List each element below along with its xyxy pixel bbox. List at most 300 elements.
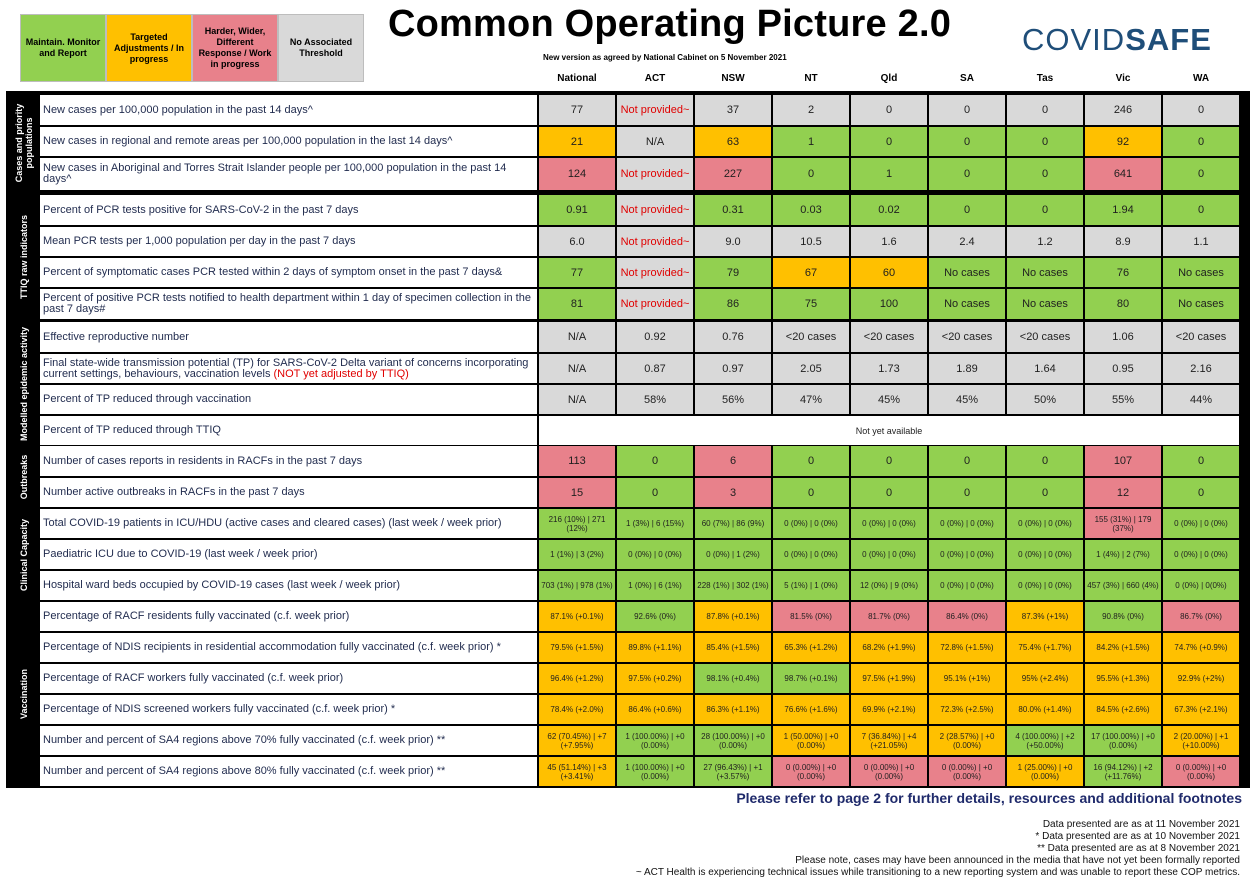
table-row [39,288,1248,320]
table-cell-nt: 75 [772,288,850,320]
table-cell-nsw: 98.1% (+0.4%) [694,663,772,694]
table-cell-qld: 1.73 [850,353,928,384]
table-cell-nt: 5 (1%) | 1 (0%) [772,570,850,601]
table-cell-tas: 87.3% (+1%) [1006,601,1084,632]
table-cell-sa: 0 (0%) | 0 (0%) [928,570,1006,601]
table-cell-sa: <20 cases [928,321,1006,353]
table-cell-qld: 45% [850,384,928,415]
table-cell-act: Not provided~ [616,288,694,320]
table-cell-sa: 0 (0%) | 0 (0%) [928,508,1006,539]
section-label-text: Outbreaks [18,454,29,499]
table-cell-tas: 95% (+2.4%) [1006,663,1084,694]
table-cell-qld: 69.9% (+2.1%) [850,694,928,725]
table-cell-vic: 1.94 [1084,194,1162,226]
row-label-text: Hospital ward beds occupied by COVID-19 cases (last week / week prior) [43,579,401,591]
table-cell-sa: 0 (0.00%) | +0 (0.00%) [928,756,1006,787]
table-cell-nsw: 27 (96.43%) | +1 (+3.57%) [694,756,772,787]
table-cell-span: Not yet available [538,415,1240,446]
table-cell-tas: 1.2 [1006,226,1084,257]
table-cell-sa: 95.1% (+1%) [928,663,1006,694]
footnote: ** Data presented are as at 8 November 2021 [1037,843,1240,854]
table-cell-qld: 81.7% (0%) [850,601,928,632]
table-cell-vic: 155 (31%) | 179 (37%) [1084,508,1162,539]
table-cell-wa: 44% [1162,384,1240,415]
table-cell-tas: 0 (0%) | 0 (0%) [1006,570,1084,601]
table-cell-vic: 55% [1084,384,1162,415]
table-cell-tas: 0 [1006,477,1084,508]
table-cell-nsw: 227 [694,157,772,191]
table-cell-sa: 0 [928,194,1006,226]
table-cell-act: Not provided~ [616,157,694,191]
row-label-text: Percent of TP reduced through TTIQ [43,424,221,436]
table-cell-nt: 81.5% (0%) [772,601,850,632]
table-cell-national: N/A [538,384,616,415]
table-cell-wa: 0 [1162,194,1240,226]
table-cell-qld: 0 (0.00%) | +0 (0.00%) [850,756,928,787]
table-cell-sa: 0 [928,126,1006,157]
table-cell-national: N/A [538,353,616,384]
row-label-wrap [43,358,537,380]
section-3 [6,445,1250,508]
footnote: Data presented are as at 11 November 2021 [1042,819,1240,830]
table-cell-national: 45 (51.14%) | +3 (+3.41%) [538,756,616,787]
row-label-text: New cases in regional and remote areas per 100,000 population in the last 14 days^ [43,135,453,147]
table-cell-national: 96.4% (+1.2%) [538,663,616,694]
table-cell-wa: 0 (0%) | 0 (0%) [1162,508,1240,539]
table-cell-nt: 0 [772,445,850,477]
row-label-text: Paediatric ICU due to COVID-19 (last week / week prior) [43,548,318,560]
section-label [9,321,38,446]
section-4 [6,508,1250,601]
column-header: National [557,73,597,84]
table-row [39,194,1248,226]
table-cell-qld: 0 (0%) | 0 (0%) [850,508,928,539]
column-header: Tas [1036,73,1054,84]
table-cell-act: 92.6% (0%) [616,601,694,632]
table-cell-tas: 80.0% (+1.4%) [1006,694,1084,725]
row-label [39,94,538,126]
table-cell-nsw: 6 [694,445,772,477]
table-cell-qld: 7 (36.84%) | +4 (+21.05%) [850,725,928,756]
table-cell-sa: 2.4 [928,226,1006,257]
table-cell-wa: 2 (20.00%) | +1 (+10.00%) [1162,725,1240,756]
table-cell-tas: 0 [1006,445,1084,477]
table-cell-act: 86.4% (+0.6%) [616,694,694,725]
row-label [39,663,538,694]
table-cell-sa: 1.89 [928,353,1006,384]
row-label [39,570,538,601]
footnote: Please note, cases may have been announced in the media that have not yet been formally reported [795,855,1240,866]
section-label [9,194,38,320]
table-cell-vic: 12 [1084,477,1162,508]
row-label [39,126,538,157]
table-cell-vic: 641 [1084,157,1162,191]
table-cell-tas: 0 [1006,157,1084,191]
table-cell-nsw: 0.31 [694,194,772,226]
table-cell-national: 1 (1%) | 3 (2%) [538,539,616,570]
table-cell-sa: 45% [928,384,1006,415]
table-cell-wa: 86.7% (0%) [1162,601,1240,632]
table-row [39,756,1248,787]
column-header: ACT [644,73,666,84]
table-row [39,601,1248,632]
table-cell-vic: 1.06 [1084,321,1162,353]
row-label [39,756,538,787]
table-cell-qld: 60 [850,257,928,288]
table-cell-act: 97.5% (+0.2%) [616,663,694,694]
table-row [39,384,1248,415]
table-cell-nt: 65.3% (+1.2%) [772,632,850,663]
table-row [39,257,1248,288]
table-cell-wa: 0 [1162,126,1240,157]
row-label-text: Percentage of RACF residents fully vaccinated (c.f. week prior) [43,610,350,622]
table-cell-tas: <20 cases [1006,321,1084,353]
column-header: WA [1192,73,1210,84]
table-cell-qld: 0 (0%) | 0 (0%) [850,539,928,570]
table-cell-qld: 0 [850,477,928,508]
page-subtitle: New version as agreed by National Cabinet on 5 November 2021 [543,53,787,62]
table-cell-nsw: 9.0 [694,226,772,257]
row-label-text: Final state-wide transmission potential (TP) for SARS-CoV-2 Delta variant of concerns incorporating current settings, behaviours, vaccination levels [43,356,529,380]
section-label [9,94,38,191]
table-cell-national: 77 [538,257,616,288]
row-label-text: New cases in Aboriginal and Torres Strait Islander people per 100,000 population in the past 14 days^ [43,162,507,185]
table-cell-national: 15 [538,477,616,508]
table-cell-tas: 4 (100.00%) | +2 (+50.00%) [1006,725,1084,756]
table-cell-nt: 67 [772,257,850,288]
table-cell-qld: 12 (0%) | 9 (0%) [850,570,928,601]
column-header: NSW [721,73,745,84]
column-header: NT [804,73,818,84]
table-row [39,694,1248,725]
row-label-text: Percentage of NDIS screened workers fully vaccinated (c.f. week prior) * [43,703,396,715]
table-cell-tas: No cases [1006,257,1084,288]
row-label [39,632,538,663]
row-label-text: Percent of symptomatic cases PCR tested within 2 days of symptom onset in the past 7 days& [43,266,503,278]
table-cell-sa: 72.8% (+1.5%) [928,632,1006,663]
table-cell-vic: 457 (3%) | 660 (4%) [1084,570,1162,601]
row-label-text: Number of cases reports in residents in RACFs in the past 7 days [43,454,363,467]
table-cell-act: 1 (0%) | 6 (1%) [616,570,694,601]
table-cell-nsw: 87.8% (+0.1%) [694,601,772,632]
section-label-text: TTIQ raw indicators [18,215,29,300]
table-cell-act: Not provided~ [616,257,694,288]
table-cell-sa: 0 (0%) | 0 (0%) [928,539,1006,570]
section-1 [6,194,1250,320]
table-cell-act: 1 (100.00%) | +0 (0.00%) [616,756,694,787]
table-cell-act: 58% [616,384,694,415]
table-cell-nsw: 0 (0%) | 1 (2%) [694,539,772,570]
table-row [39,508,1248,539]
legend [20,14,364,82]
row-label [39,725,538,756]
table-cell-sa: 0 [928,94,1006,126]
table-cell-qld: 97.5% (+1.9%) [850,663,928,694]
table-cell-vic: 76 [1084,257,1162,288]
table-row [39,632,1248,663]
row-label-text: Percentage of NDIS recipients in residential accommodation fully vaccinated (c.f. week prior) * [43,641,501,653]
section-0 [6,94,1250,191]
table-cell-vic: 246 [1084,94,1162,126]
row-label [39,194,538,226]
row-label [39,257,538,288]
table-cell-sa: 72.3% (+2.5%) [928,694,1006,725]
section-2 [6,321,1250,446]
table-cell-nsw: 0.76 [694,321,772,353]
table-cell-national: 79.5% (+1.5%) [538,632,616,663]
table-cell-nsw: 86 [694,288,772,320]
table-cell-nt: 1 [772,126,850,157]
table-cell-wa: 67.3% (+2.1%) [1162,694,1240,725]
table-cell-nt: <20 cases [772,321,850,353]
table-cell-wa: No cases [1162,257,1240,288]
section-label-text: Cases and priority populations [13,103,34,182]
table-cell-nt: 2.05 [772,353,850,384]
table-cell-vic: 95.5% (+1.3%) [1084,663,1162,694]
table-cell-national: 21 [538,126,616,157]
table-cell-wa: 0 [1162,94,1240,126]
row-label [39,477,538,508]
table-cell-qld: 0 [850,126,928,157]
row-label [39,353,538,384]
table-cell-nsw: 228 (1%) | 302 (1%) [694,570,772,601]
table-cell-qld: 0.02 [850,194,928,226]
table-cell-act: 89.8% (+1.1%) [616,632,694,663]
table-cell-nt: 0 [772,157,850,191]
cop-table [6,91,1250,788]
row-label [39,601,538,632]
table-cell-national: 6.0 [538,226,616,257]
table-cell-sa: 0 [928,157,1006,191]
table-cell-vic: 17 (100.00%) | +0 (0.00%) [1084,725,1162,756]
table-cell-act: 1 (3%) | 6 (15%) [616,508,694,539]
legend-no-threshold: No Associated Threshold [278,14,364,82]
section-5 [6,601,1250,787]
row-label-note: (NOT yet adjusted by TTIQ) [273,367,409,380]
table-cell-nt: 47% [772,384,850,415]
table-row [39,445,1248,477]
table-cell-vic: 0.95 [1084,353,1162,384]
table-cell-nt: 10.5 [772,226,850,257]
table-cell-tas: 1 (25.00%) | +0 (0.00%) [1006,756,1084,787]
table-cell-act: Not provided~ [616,194,694,226]
table-cell-qld: 0 [850,94,928,126]
table-cell-nsw: 0.97 [694,353,772,384]
table-cell-tas: 1.64 [1006,353,1084,384]
table-row [39,353,1248,384]
table-cell-wa: 0 (0.00%) | +0 (0.00%) [1162,756,1240,787]
table-cell-nsw: 86.3% (+1.1%) [694,694,772,725]
table-cell-wa: 92.9% (+2%) [1162,663,1240,694]
table-cell-wa: 0 [1162,157,1240,191]
table-cell-national: 216 (10%) | 271 (12%) [538,508,616,539]
table-cell-nt: 0 [772,477,850,508]
footnote: ~ ACT Health is experiencing technical issues while transitioning to a new reporting system and was unable to report these COP metrics. [635,867,1240,878]
row-label-text: Number and percent of SA4 regions above 70% fully vaccinated (c.f. week prior) ** [43,734,446,746]
table-cell-act: Not provided~ [616,94,694,126]
table-cell-act: 0 [616,477,694,508]
row-label [39,539,538,570]
row-label [39,508,538,539]
table-cell-nsw: 28 (100.00%) | +0 (0.00%) [694,725,772,756]
table-cell-national: 113 [538,445,616,477]
row-label-text: Percent of PCR tests positive for SARS-CoV-2 in the past 7 days [43,203,359,216]
legend-maintain: Maintain. Monitor and Report [20,14,106,82]
table-cell-sa: 86.4% (0%) [928,601,1006,632]
footnote: * Data presented are as at 10 November 2021 [1035,831,1240,842]
section-label-text: Vaccination [18,668,29,720]
row-label-text: New cases per 100,000 population in the past 14 days^ [43,103,313,116]
table-cell-national: N/A [538,321,616,353]
table-cell-vic: 84.2% (+1.5%) [1084,632,1162,663]
row-label-text: Percent of positive PCR tests notified to health department within 1 day of specimen collection in the past 7 days# [43,292,531,315]
table-cell-tas: 0 [1006,94,1084,126]
table-cell-vic: 1 (4%) | 2 (7%) [1084,539,1162,570]
table-cell-qld: 1 [850,157,928,191]
row-label [39,445,538,477]
table-cell-qld: 1.6 [850,226,928,257]
table-cell-national: 81 [538,288,616,320]
table-cell-wa: 0 (0%) | 0 (0%) [1162,539,1240,570]
table-cell-act: 0.92 [616,321,694,353]
column-header: SA [960,73,974,84]
table-cell-wa: No cases [1162,288,1240,320]
row-label [39,288,538,320]
column-header: Qld [880,73,898,84]
table-cell-act: 1 (100.00%) | +0 (0.00%) [616,725,694,756]
table-cell-nt: 0.03 [772,194,850,226]
table-cell-national: 124 [538,157,616,191]
table-cell-vic: 80 [1084,288,1162,320]
row-label [39,415,538,446]
table-cell-qld: 68.2% (+1.9%) [850,632,928,663]
table-cell-wa: 0 (0%) | 0(0%) [1162,570,1240,601]
table-cell-tas: 0 [1006,194,1084,226]
row-label-text: Mean PCR tests per 1,000 population per day in the past 7 days [43,235,356,247]
table-cell-wa: 0 [1162,445,1240,477]
table-cell-national: 87.1% (+0.1%) [538,601,616,632]
table-row [39,415,1248,446]
table-row [39,477,1248,508]
table-cell-nsw: 85.4% (+1.5%) [694,632,772,663]
table-cell-sa: 2 (28.57%) | +0 (0.00%) [928,725,1006,756]
table-row [39,94,1248,126]
table-cell-vic: 8.9 [1084,226,1162,257]
table-cell-qld: 0 [850,445,928,477]
table-cell-wa: 1.1 [1162,226,1240,257]
table-cell-nt: 0 (0%) | 0 (0%) [772,539,850,570]
table-cell-tas: No cases [1006,288,1084,320]
table-cell-nsw: 79 [694,257,772,288]
table-cell-sa: No cases [928,257,1006,288]
table-cell-tas: 75.4% (+1.7%) [1006,632,1084,663]
table-cell-wa: 0 [1162,477,1240,508]
table-cell-national: 0.91 [538,194,616,226]
table-cell-national: 77 [538,94,616,126]
table-cell-nt: 0 (0.00%) | +0 (0.00%) [772,756,850,787]
row-label [39,226,538,257]
table-row [39,725,1248,756]
table-cell-vic: 84.5% (+2.6%) [1084,694,1162,725]
footnotes [636,819,1240,879]
table-cell-nt: 2 [772,94,850,126]
table-cell-vic: 16 (94.12%) | +2 (+11.76%) [1084,756,1162,787]
section-label-text: Modelled epidemic activity [18,326,29,441]
table-row [39,663,1248,694]
table-cell-act: 0.87 [616,353,694,384]
table-row [39,539,1248,570]
logo-part1: COVID [1022,22,1126,57]
row-label-text: Total COVID-19 patients in ICU/HDU (active cases and cleared cases) (last week / week prior) [43,517,502,529]
table-cell-tas: 0 (0%) | 0 (0%) [1006,508,1084,539]
table-cell-nsw: 56% [694,384,772,415]
table-cell-nt: 1 (50.00%) | +0 (0.00%) [772,725,850,756]
logo-part2: SAFE [1125,22,1212,57]
table-cell-nt: 76.6% (+1.6%) [772,694,850,725]
table-cell-tas: 0 (0%) | 0 (0%) [1006,539,1084,570]
table-cell-act: 0 (0%) | 0 (0%) [616,539,694,570]
table-cell-wa: 2.16 [1162,353,1240,384]
row-label-text: Number active outbreaks in RACFs in the past 7 days [43,486,305,498]
row-label-text: Effective reproductive number [43,330,189,343]
section-label [9,445,38,508]
table-cell-sa: 0 [928,477,1006,508]
row-label-text: Percentage of RACF workers fully vaccinated (c.f. week prior) [43,672,344,684]
table-cell-nsw: 60 (7%) | 86 (9%) [694,508,772,539]
column-header: Vic [1115,73,1131,84]
table-cell-act: 0 [616,445,694,477]
table-row [39,226,1248,257]
row-label-text: Percent of TP reduced through vaccination [43,393,252,405]
section-label [9,601,38,787]
table-cell-act: N/A [616,126,694,157]
section-label-text: Clinical Capacity [18,518,29,591]
legend-harder: Harder, Wider, Different Response / Work in progress [192,14,278,82]
table-cell-nt: 98.7% (+0.1%) [772,663,850,694]
row-label [39,157,538,191]
legend-targeted: Targeted Adjustments / In progress [106,14,192,82]
row-label [39,321,538,353]
table-cell-national: 78.4% (+2.0%) [538,694,616,725]
column-headers [538,73,1240,84]
table-cell-nsw: 3 [694,477,772,508]
table-cell-national: 703 (1%) | 978 (1%) [538,570,616,601]
table-cell-nsw: 37 [694,94,772,126]
table-cell-national: 62 (70.45%) | +7 (+7.95%) [538,725,616,756]
table-cell-qld: 100 [850,288,928,320]
table-cell-wa: 74.7% (+0.9%) [1162,632,1240,663]
table-cell-wa: <20 cases [1162,321,1240,353]
table-cell-tas: 50% [1006,384,1084,415]
table-row [39,570,1248,601]
table-cell-sa: 0 [928,445,1006,477]
table-cell-vic: 90.8% (0%) [1084,601,1162,632]
covidsafe-logo [1022,22,1212,58]
table-cell-vic: 92 [1084,126,1162,157]
table-cell-qld: <20 cases [850,321,928,353]
refer-note: Please refer to page 2 for further details, resources and additional footnotes [736,790,1242,806]
table-row [39,321,1248,353]
row-label [39,384,538,415]
table-cell-nsw: 63 [694,126,772,157]
section-label [9,508,38,601]
row-label-text: Number and percent of SA4 regions above 80% fully vaccinated (c.f. week prior) ** [43,765,446,777]
table-cell-nt: 0 (0%) | 0 (0%) [772,508,850,539]
row-label [39,694,538,725]
table-cell-vic: 107 [1084,445,1162,477]
table-row [39,157,1248,191]
table-cell-act: Not provided~ [616,226,694,257]
